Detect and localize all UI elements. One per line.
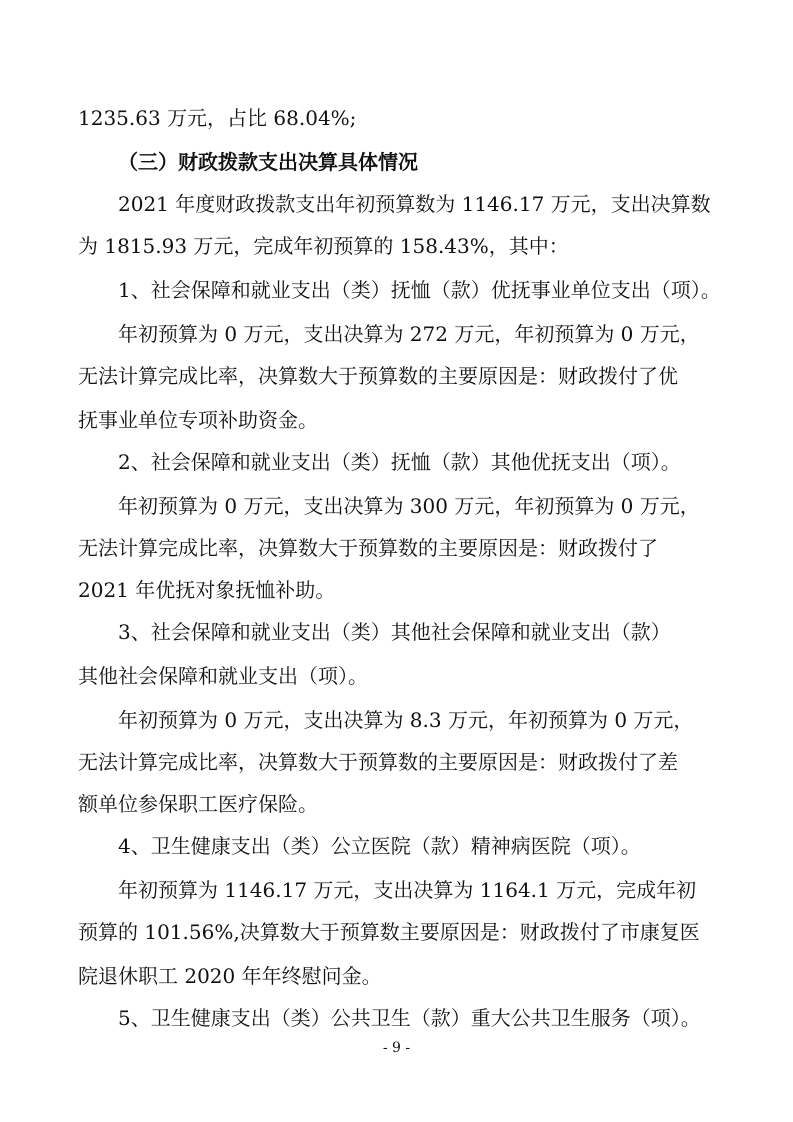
item-heading: 3、社会保障和就业支出（类）其他社会保障和就业支出（款） [118,620,671,644]
item-heading: 4、卫生健康支出（类）公立医院（款）精神病医院（项）。 [118,834,641,858]
text-line: 预算的 101.56%,决算数大于预算数主要原因是：财政拨付了市康复医 [78,920,700,944]
text-line: 其他社会保障和就业支出（项）。 [78,664,368,688]
text-line: 2021 年优抚对象抚恤补助。 [78,578,336,602]
text-line: 年初预算为 0 万元，支出决算为 8.3 万元，年初预算为 0 万元， [118,708,694,732]
text-line: 为 1815.93 万元，完成年初预算的 158.43%，其中： [78,234,569,258]
text-line: 年初预算为 1146.17 万元，支出决算为 1164.1 万元，完成年初 [118,878,697,902]
text-line: 抚事业单位专项补助资金。 [78,408,318,432]
text-line: 院退休职工 2020 年年终慰问金。 [78,964,382,988]
text-line: 1235.63 万元，占比 68.04%; [78,106,357,130]
text-line: 年初预算为 0 万元，支出决算为 300 万元，年初预算为 0 万元， [118,494,700,518]
item-heading: 2、社会保障和就业支出（类）抚恤（款）其他优抚支出（项）。 [118,450,681,474]
item-heading: 1、社会保障和就业支出（类）抚恤（款）优抚事业单位支出（项）。 [118,278,721,302]
section-heading: （三）财政拨款支出决算具体情况 [118,150,418,174]
text-line: 无法计算完成比率，决算数大于预算数的主要原因是：财政拨付了差 [78,750,678,774]
text-line: 额单位参保职工医疗保险。 [78,792,318,816]
text-line: 年初预算为 0 万元，支出决算为 272 万元，年初预算为 0 万元， [118,322,700,346]
text-line: 无法计算完成比率，决算数大于预算数的主要原因是：财政拨付了 [78,536,658,560]
text-line: 2021 年度财政拨款支出年初预算数为 1146.17 万元，支出决算数 [118,192,711,216]
item-heading: 5、卫生健康支出（类）公共卫生（款）重大公共卫生服务（项）。 [118,1006,701,1030]
page-number: - 9 - [382,1040,411,1056]
text-line: 无法计算完成比率，决算数大于预算数的主要原因是：财政拨付了优 [78,364,678,388]
